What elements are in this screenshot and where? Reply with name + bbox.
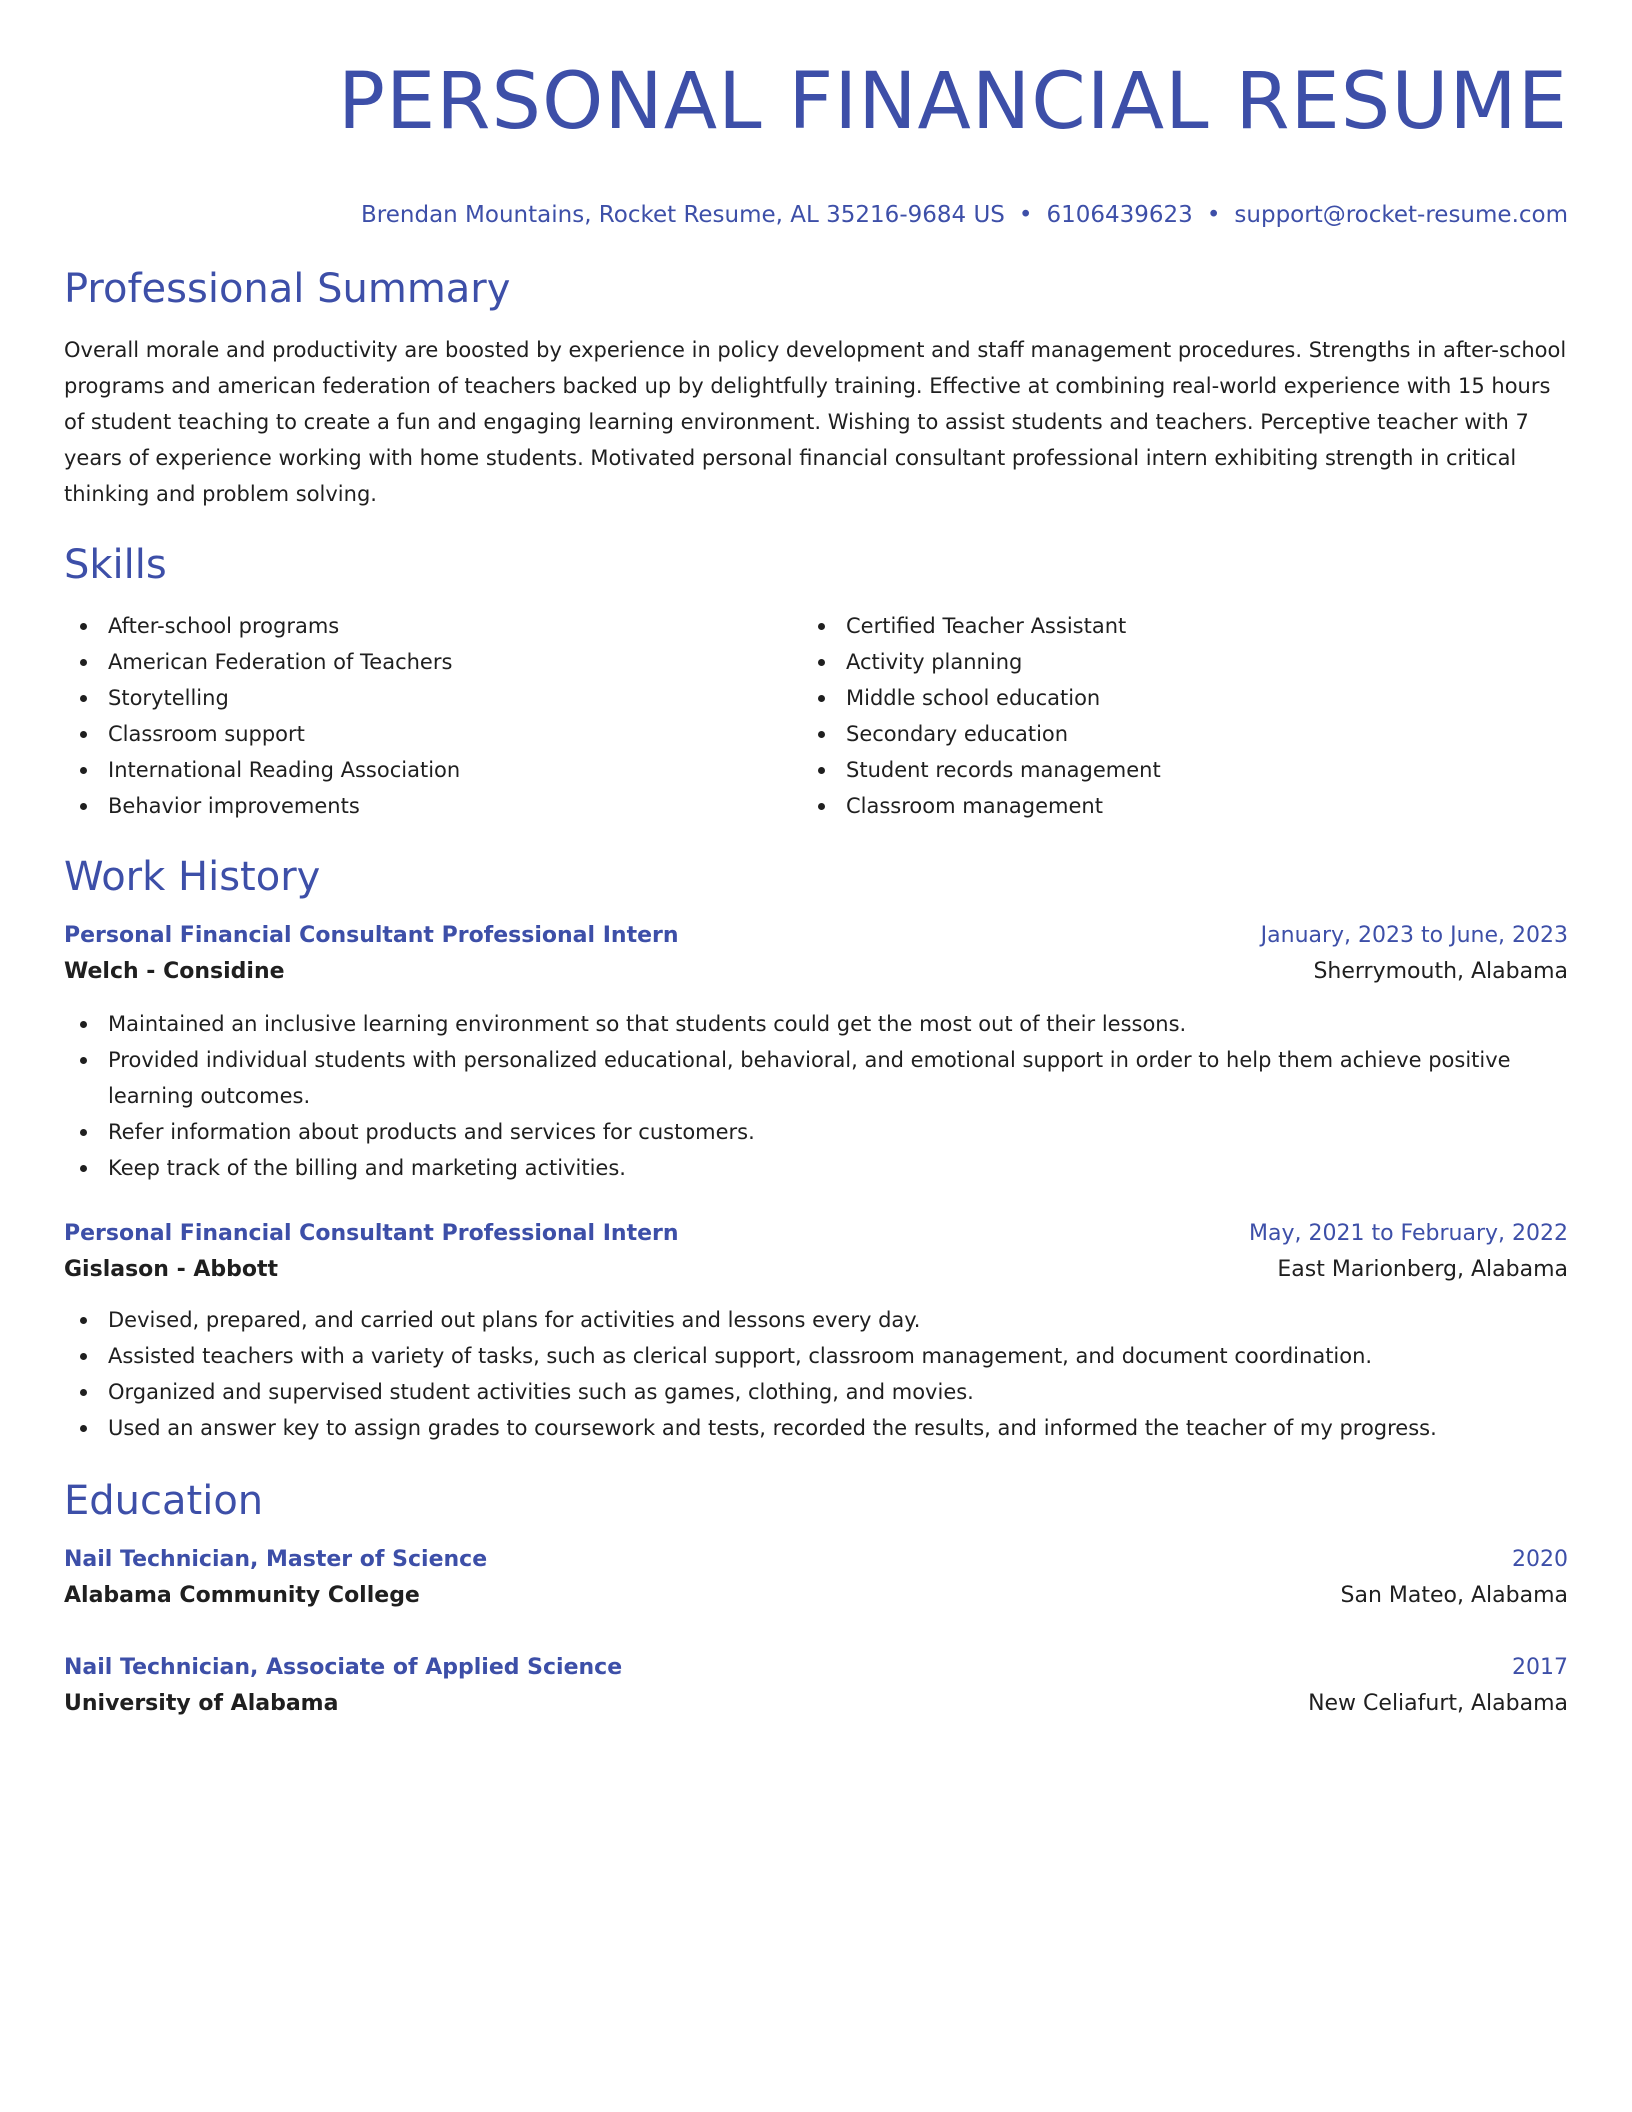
skill-item: Classroom support <box>64 716 802 752</box>
job-bullet: Refer information about products and services for customers. <box>64 1114 1568 1150</box>
job-bullet: Assisted teachers with a variety of tasks, such as clerical support, classroom management, and document coordination. <box>64 1338 1568 1374</box>
skills-right-list <box>802 608 1540 824</box>
summary-heading: Professional Summary <box>64 266 511 312</box>
job-dates: January, 2023 to June, 2023 <box>1260 923 1568 948</box>
resume-title: PERSONAL FINANCIAL RESUME <box>337 57 1568 147</box>
job-location: Sherrymouth, Alabama <box>1313 959 1568 984</box>
education-degree-row <box>64 1650 1568 1686</box>
skills-columns <box>64 608 1568 824</box>
job-entry <box>64 918 1568 1186</box>
contact-separator: • <box>1206 202 1221 228</box>
education-degree-row <box>64 1542 1568 1578</box>
education-school: University of Alabama <box>64 1691 339 1716</box>
job-location: East Marionberg, Alabama <box>1277 1257 1568 1282</box>
skill-item: International Reading Association <box>64 752 802 788</box>
job-company-row <box>64 954 1568 990</box>
skill-item: Activity planning <box>802 644 1540 680</box>
education-degree: Nail Technician, Associate of Applied Science <box>64 1655 623 1680</box>
contact-line <box>64 200 1568 230</box>
skill-item: Student records management <box>802 752 1540 788</box>
job-title: Personal Financial Consultant Professional Intern <box>64 1221 679 1246</box>
education-school: Alabama Community College <box>64 1583 420 1608</box>
job-company: Gislason - Abbott <box>64 1257 279 1282</box>
skill-item: Storytelling <box>64 680 802 716</box>
education-section <box>64 1476 1568 1722</box>
job-company: Welch - Considine <box>64 959 285 984</box>
education-degree: Nail Technician, Master of Science <box>64 1547 488 1572</box>
skill-item: Behavior improvements <box>64 788 802 824</box>
summary-section <box>64 264 1568 512</box>
education-location: San Mateo, Alabama <box>1340 1583 1568 1608</box>
job-bullet: Used an answer key to assign grades to coursework and tests, recorded the results, and informed the teacher of my progress. <box>64 1410 1568 1446</box>
job-bullet: Provided individual students with personalized educational, behavioral, and emotional support in order to help them achieve positive learning outcomes. <box>64 1042 1568 1114</box>
summary-text: Overall morale and productivity are boosted by experience in policy development and staff management procedures. Strengths in after-school programs and american federation of teachers backed up by delightfully training. Effective at combining real-world experience with 15 hours of student teaching to create a fun and engaging learning environment. Wishing to assist students and teachers. Perceptive teacher with 7 years of experience working with home students. Motivated personal financial consultant professional intern exhibiting strength in critical thinking and problem solving. <box>64 338 1567 506</box>
education-entry <box>64 1542 1568 1614</box>
education-location: New Celiafurt, Alabama <box>1308 1691 1568 1716</box>
skill-item: After-school programs <box>64 608 802 644</box>
job-bullet: Maintained an inclusive learning environment so that students could get the most out of their lessons. <box>64 1006 1568 1042</box>
job-bullet: Organized and supervised student activities such as games, clothing, and movies. <box>64 1374 1568 1410</box>
work-history-heading: Work History <box>64 854 321 900</box>
contact-phone: 6106439623 <box>1046 202 1193 228</box>
job-bullets <box>64 1006 1568 1186</box>
skills-left-list <box>64 608 802 824</box>
contact-address: Brendan Mountains, Rocket Resume, AL 35216-9684 US <box>361 202 1005 228</box>
education-school-row <box>64 1578 1568 1614</box>
job-title: Personal Financial Consultant Professional Intern <box>64 923 679 948</box>
job-bullet: Keep track of the billing and marketing activities. <box>64 1150 1568 1186</box>
job-entry <box>64 1216 1568 1446</box>
skills-heading: Skills <box>64 542 167 588</box>
job-bullet: Devised, prepared, and carried out plans for activities and lessons every day. <box>64 1302 1568 1338</box>
resume-header <box>64 0 1568 230</box>
education-year: 2020 <box>1512 1547 1568 1572</box>
job-company-row <box>64 1252 1568 1288</box>
job-title-row <box>64 1216 1568 1252</box>
education-heading: Education <box>64 1478 264 1524</box>
skill-item: Secondary education <box>802 716 1540 752</box>
job-title-row <box>64 918 1568 954</box>
contact-separator: • <box>1018 202 1033 228</box>
skill-item: Middle school education <box>802 680 1540 716</box>
skill-item: Certified Teacher Assistant <box>802 608 1540 644</box>
education-school-row <box>64 1686 1568 1722</box>
skills-section <box>64 540 1568 824</box>
job-dates: May, 2021 to February, 2022 <box>1249 1221 1568 1246</box>
skill-item: American Federation of Teachers <box>64 644 802 680</box>
job-bullets <box>64 1302 1568 1446</box>
skill-item: Classroom management <box>802 788 1540 824</box>
work-history-section <box>64 852 1568 1446</box>
contact-email[interactable]: support@rocket-resume.com <box>1234 202 1568 228</box>
education-entry <box>64 1650 1568 1722</box>
education-year: 2017 <box>1512 1655 1568 1680</box>
